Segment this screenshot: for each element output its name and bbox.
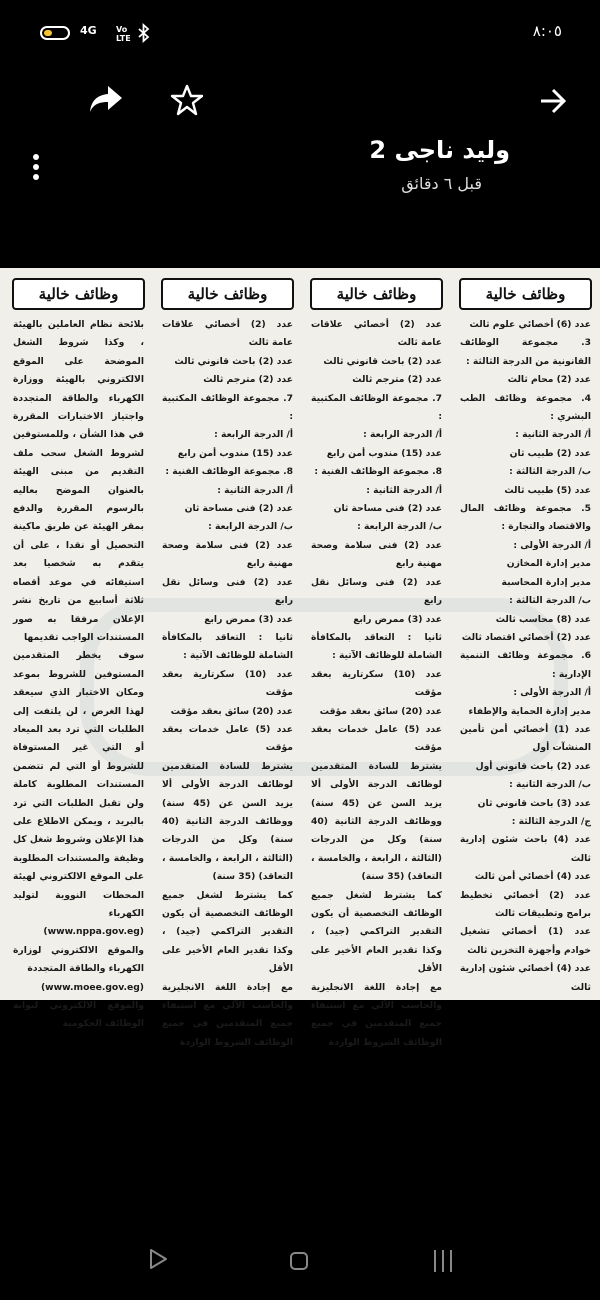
back-triangle-icon[interactable] xyxy=(148,1248,168,1270)
ad-line: عدد (2) أخصائي تخطيط برامج وتطبيقات ثالث xyxy=(460,889,591,919)
ad-line: عدد (1) أخصائي أمن تأمين المنشآت أول xyxy=(460,723,591,754)
ad-line: 4. مجموعة وظائف الطب البشري : xyxy=(460,392,591,423)
ad-line: ب/ الدرجة الرابعة : xyxy=(208,521,293,533)
ad-line: (www.moee.gov.eg) xyxy=(40,981,144,993)
message-time: قبل ٦ دقائق xyxy=(401,174,482,193)
ad-line: كما يشترط لشغل جميع الوظائف التخصصية أن يكون التقدير التراكمي (جيد) ، وكذا تقدير العام الأخير على الأقل xyxy=(311,889,442,975)
ad-line: عدد (3) ممرض رابع xyxy=(353,613,442,625)
ad-line: عدد (10) سكرتارية بعقد مؤقت xyxy=(162,668,293,699)
ad-line: عدد (3) باحث قانوني ثان xyxy=(477,797,591,809)
column-heading: وظائف خالية xyxy=(310,278,443,310)
ad-line: عدد (2) طبيب ثان xyxy=(509,447,591,459)
ad-line: عدد (5) طبيب ثالث xyxy=(504,484,591,496)
star-icon[interactable] xyxy=(170,84,204,116)
ad-line: عدد (4) أخصائي أمن ثالث xyxy=(474,871,591,883)
ad-line: 7. مجموعة الوظائف المكتبية : xyxy=(311,392,442,423)
ad-line: أ/ الدرجة الثانية : xyxy=(366,484,442,496)
ad-line: عدد (2) فنى سلامة وصحة مهنية رابع xyxy=(311,539,442,570)
ad-line: عدد (2) باحث قانوني ثالث xyxy=(174,355,293,367)
ad-line: عدد (2) فنى وسائل نقل رابع xyxy=(311,576,442,607)
ad-line: عدد (2) باحث قانوني ثالث xyxy=(323,355,442,367)
ad-line: (www.nppa.gov.eg) xyxy=(43,926,144,938)
navigation-bar xyxy=(0,1230,600,1300)
ad-line: ثانيا : التعاقد بالمكافأة الشاملة للوظائف الآتية : xyxy=(311,631,442,662)
share-icon[interactable] xyxy=(88,84,124,114)
ad-line: عدد (20) سائق بعقد مؤقت xyxy=(170,705,293,717)
ad-line: عدد (4) أخصائي شئون إدارية ثالث xyxy=(460,963,591,993)
ad-line: عدد (15) مندوب أمن رابع xyxy=(177,447,293,459)
ad-line: ب/ الدرجة الثالثة : xyxy=(509,466,591,478)
ad-line: أ/ الدرجة الثانية : xyxy=(217,484,293,496)
ad-line: 7. مجموعة الوظائف المكتبية : xyxy=(162,392,293,423)
column-heading: وظائف خالية xyxy=(161,278,294,310)
ad-line: عدد (2) أخصائي اقتصاد ثالث xyxy=(461,631,591,643)
column-text xyxy=(8,316,149,1034)
ad-line: عدد (1) أخصائي تشغيل خوادم وأجهزة التخزين ثالث xyxy=(460,926,591,956)
ad-line: ب/ الدرجة الثالثة : xyxy=(509,595,591,607)
ad-line: سوف يخطر المتقدمين المستوفين للشروط بموعد ومكان الاختبار الذي سيعقد لهذا الغرض ، لن يلتفت إلى الطلبات التي ترد بعد الميعاد أو التي غير المستوفاة للشروط أو التي لم تتضمن المستندات المطلوبة كاملة ولن تقبل الطلبات التي ترد بالبريد ، ويمكن الاطلاع على هذا الإعلان وشروط شغل كل وظيفة والمستندات المطلوبة على الموقع الالكتروني لهيئة المحطات النووية لتوليد الكهرباء xyxy=(13,650,144,919)
home-square-icon[interactable] xyxy=(290,1252,308,1270)
ad-line: عدد (10) سكرتارية بعقد مؤقت xyxy=(311,668,442,699)
volte-indicator: Vo LTE xyxy=(116,25,131,43)
ad-line: عدد (2) مترجم ثالث xyxy=(203,374,293,386)
ad-line: عدد (3) ممرض رابع xyxy=(204,613,293,625)
ad-line: عدد (4) باحث شئون إدارية ثالث xyxy=(460,834,591,864)
ad-line: عدد (2) محام ثالث xyxy=(507,374,591,386)
ad-line: عدد (2) فنى مساحة ثان xyxy=(184,503,293,515)
bluetooth-icon xyxy=(138,24,150,42)
network-indicator: 4G xyxy=(80,24,97,37)
column-text xyxy=(455,316,596,997)
ad-line: والموقع الالكتروني لوزارة الكهرباء والطاقة المتجددة xyxy=(13,944,144,975)
ad-line: عدد (2) فنى وسائل نقل رابع xyxy=(162,576,293,607)
arrow-forward-icon[interactable] xyxy=(538,86,568,116)
ad-line: مع إجادة اللغة الانجليزية والحاسب الآلي مع استيفاء جميع المتقدمين في جميع الوظائف الشروط الواردة xyxy=(311,981,442,1048)
ad-line: يشترط للسادة المتقدمين لوظائف الدرجة الأولى ألا يزيد السن عن (45 سنة) ووظائف الدرجة الثانية (40 سنة) وكل من الدرجات (الثالثة ، الرابعة ، والخامسة ، التعاقد) (35 سنة) xyxy=(162,760,293,883)
ad-line: مع إجادة اللغة الانجليزية والحاسب الآلي مع استيفاء جميع المتقدمين في جميع الوظائف الشروط الواردة xyxy=(162,981,293,1048)
battery-icon xyxy=(40,26,70,40)
ad-line: عدد (2) فنى سلامة وصحة مهنية رابع xyxy=(162,539,293,570)
ad-line: مدير إدارة الحماية والإطفاء xyxy=(468,705,591,717)
ad-line: 6. مجموعة وظائف التنمية الإدارية : xyxy=(460,650,591,680)
newspaper-column-4 xyxy=(8,278,149,1030)
newspaper-image[interactable] xyxy=(0,268,600,1048)
ad-line: 8. مجموعة الوظائف الفنية : xyxy=(314,466,442,478)
ad-line: أ/ الدرجة الأولى : xyxy=(513,539,591,551)
recents-icon[interactable] xyxy=(432,1250,454,1272)
ad-line: عدد (15) مندوب أمن رابع xyxy=(326,447,442,459)
ad-line: يشترط للسادة المتقدمين لوظائف الدرجة الأولى ألا يزيد السن عن (45 سنة) ووظائف الدرجة الثانية (40 سنة) وكل من الدرجات (الثالثة ، الرابعة ، والخامسة ، التعاقد) (35 سنة) xyxy=(311,760,442,883)
ad-line: مدير إدارة المخازن xyxy=(506,558,591,570)
ad-line: 5. مجموعة وظائف المال والاقتصاد والتجارة : xyxy=(460,503,591,533)
ad-line: 8. مجموعة الوظائف الفنية : xyxy=(165,466,293,478)
ad-line: والموقع الالكتروني لبوابة الوظائف الحكومية xyxy=(13,1000,144,1030)
ad-line: بلائحة نظام العاملين بالهيئة ، وكذا شروط الشغل الموضحة على الموقع الالكتروني بالهيئة ووزارة الكهرباء والطاقة المتجددة واجتياز الاختبارات المقررة في هذا الشأن ، وللمستوفين لشروط الشغل سحب ملف التقديم من مبنى الهيئة بالعنوان الموضح بعاليه بالرسوم المقررة والدفع بمقر الهيئة عن طريق ماكينة التحصيل أو نقدا ، على أن يتقدم به شخصيا بعد استيفائه في موعد أقصاه ثلاثة أسابيع من تاريخ نشر الإعلان مرفقا به صور المستندات الواجب تقديمها xyxy=(13,319,144,643)
viewer-header xyxy=(0,66,600,266)
ad-line: ج/ الدرجة الثالثة : xyxy=(511,815,591,827)
column-text xyxy=(306,316,447,1052)
column-heading: وظائف خالية xyxy=(459,278,592,310)
ad-line: عدد (20) سائق بعقد مؤقت xyxy=(319,705,442,717)
ad-line: عدد (2) أخصائي علاقات عامة ثالث xyxy=(162,319,293,349)
newspaper-column-3 xyxy=(157,278,298,1048)
ad-line: عدد (5) عامل خدمات بعقد مؤقت xyxy=(311,723,442,754)
ad-line: 3. مجموعة الوظائف القانونية من الدرجة الثالثة : xyxy=(460,337,591,367)
ad-line: أ/ الدرجة الرابعة : xyxy=(214,429,293,441)
column-text xyxy=(157,316,298,1052)
ad-line: أ/ الدرجة الثانية : xyxy=(515,429,591,441)
more-vert-icon[interactable] xyxy=(24,152,48,182)
ad-line: كما يشترط لشغل جميع الوظائف التخصصية أن يكون التقدير التراكمي (جيد) ، وكذا تقدير العام الأخير على الأقل xyxy=(162,889,293,975)
ad-line: ثانيا : التعاقد بالمكافأة الشاملة للوظائف الآتية : xyxy=(162,631,293,662)
ad-line: عدد (2) أخصائي علاقات عامة ثالث xyxy=(311,319,442,349)
column-heading: وظائف خالية xyxy=(12,278,145,310)
ad-line: عدد (5) عامل خدمات بعقد مؤقت xyxy=(162,723,293,754)
ad-line: ب/ الدرجة الرابعة : xyxy=(357,521,442,533)
ad-line: عدد (6) أخصائي علوم ثالث xyxy=(469,319,591,330)
sender-name: وليد ناجى 2 xyxy=(369,136,510,164)
clock: ٨:٠٥ xyxy=(532,22,562,40)
ad-line: عدد (8) محاسب ثالث xyxy=(495,613,591,625)
ad-line: مدير إدارة المحاسبة xyxy=(501,576,591,588)
newspaper-column-1 xyxy=(455,278,596,996)
ad-line: أ/ الدرجة الرابعة : xyxy=(363,429,442,441)
ad-line: أ/ الدرجة الأولى : xyxy=(513,687,591,699)
ad-line: عدد (2) باحث قانوني أول xyxy=(475,760,591,772)
ad-line: عدد (2) فنى مساحة ثان xyxy=(333,503,442,515)
newspaper-column-2 xyxy=(306,278,447,1048)
ad-line: ب/ الدرجة الثانية : xyxy=(509,779,591,791)
status-bar xyxy=(0,0,600,66)
ad-line: عدد (2) مترجم ثالث xyxy=(352,374,442,386)
